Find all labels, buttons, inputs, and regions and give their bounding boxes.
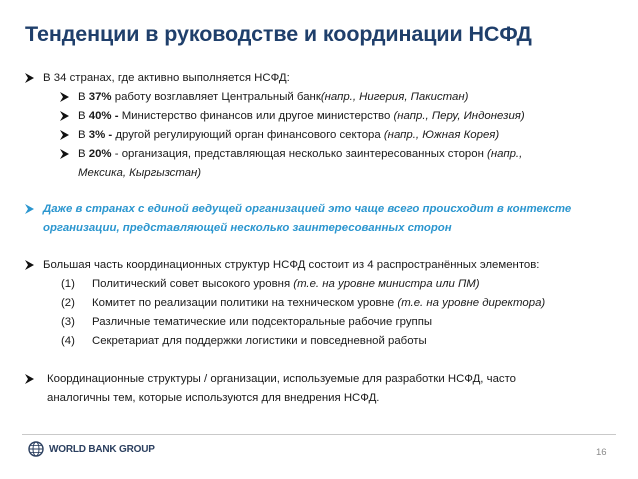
arrow-bullet-icon bbox=[25, 200, 34, 214]
arrow-bullet-icon bbox=[60, 126, 69, 140]
globe-icon bbox=[28, 441, 44, 457]
logo-text: WORLD BANK GROUP bbox=[49, 443, 155, 455]
arrow-bullet-icon bbox=[25, 370, 34, 384]
section-3-intro: Большая часть координационных структур НСФД состоит из 4 распространённых элементов: bbox=[25, 256, 545, 275]
numbered-item: (4) Секретариат для поддержки логистики и повседневной работы bbox=[61, 335, 427, 347]
numbered-item: (1) Политический совет высокого уровня (т.е. на уровне министра или ПМ) bbox=[61, 278, 480, 290]
arrow-bullet-icon bbox=[25, 256, 34, 270]
footer-divider bbox=[22, 434, 616, 435]
arrow-bullet-icon bbox=[60, 145, 69, 159]
list-item: В 20% - организация, представляющая несколько заинтересованных сторон (напр., bbox=[60, 145, 525, 164]
world-bank-logo bbox=[28, 441, 155, 457]
section-1 bbox=[25, 69, 525, 183]
section-1-intro: В 34 странах, где активно выполняется НСФД: bbox=[25, 69, 525, 88]
list-item: В 40% - Министерство финансов или другое министерство (напр., Перу, Индонезия) bbox=[60, 107, 525, 126]
page-number: 16 bbox=[596, 447, 607, 458]
arrow-bullet-icon bbox=[60, 88, 69, 102]
section-4: Координационные структуры / организации, используемые для разработки НСФД, часто аналогичны тем, которые используются для внедрения НСФД. bbox=[25, 370, 516, 408]
section-2: Даже в странах с единой ведущей организацией это чаще всего происходит в контексте организации, представляющей несколько заинтересованных сторон bbox=[25, 200, 571, 238]
list-item-continuation: Мексика, Кыргызстан) bbox=[78, 167, 202, 179]
arrow-bullet-icon bbox=[25, 69, 34, 83]
list-item: В 37% работу возглавляет Центральный банк(напр., Нигерия, Пакистан) bbox=[60, 88, 525, 107]
numbered-item: (2) Комитет по реализации политики на техническом уровне (т.е. на уровне директора) bbox=[61, 297, 546, 309]
section-3 bbox=[25, 256, 545, 351]
numbered-item: (3) Различные тематические или подсекторальные рабочие группы bbox=[61, 316, 433, 328]
arrow-bullet-icon bbox=[60, 107, 69, 121]
list-item: В 3% - другой регулирующий орган финансового сектора (напр., Южная Корея) bbox=[60, 126, 525, 145]
slide-title: Тенденции в руководстве и координации НСФД bbox=[25, 22, 532, 46]
